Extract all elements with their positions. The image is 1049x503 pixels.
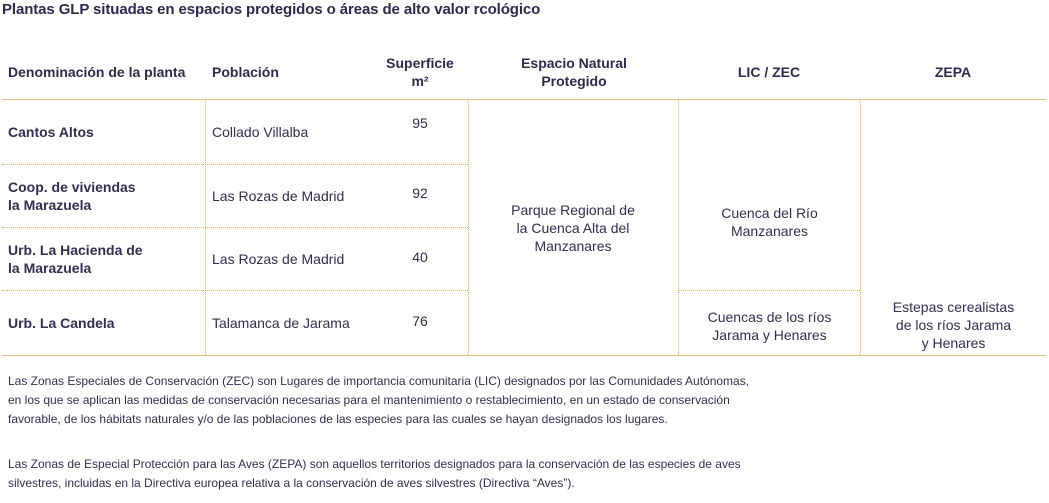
lic-b-line1: Cuencas de los ríos xyxy=(707,309,832,325)
header-denominacion: Denominación de la planta xyxy=(8,64,186,80)
row4-poblacion: Talamanca de Jarama xyxy=(212,315,350,331)
zepa-line2: de los ríos Jarama xyxy=(895,317,1012,333)
header-zepa: ZEPA xyxy=(934,64,972,80)
zepa-note xyxy=(8,455,1038,493)
zec-note xyxy=(8,372,1038,429)
row2-denominacion xyxy=(8,165,204,227)
zepa-line1: Estepas cerealistas xyxy=(892,299,1015,315)
espacio-line2: la Cuenca Alta del xyxy=(516,220,630,236)
espacio-natural-cell xyxy=(469,196,677,260)
header-lic-zec: LIC / ZEC xyxy=(737,64,801,80)
lic-a-line1: Cuenca del Río xyxy=(721,205,818,221)
zec-note-line2: en los que se aplican las medidas de conservación necesarias para el mantenimiento o restablecimiento, en un estado de conservación xyxy=(8,393,730,407)
row2-denominacion-line1: Coop. de viviendas xyxy=(8,179,136,195)
header-poblacion: Población xyxy=(212,64,279,80)
row2-poblacion: Las Rozas de Madrid xyxy=(212,188,345,204)
row4-denominacion: Urb. La Candela xyxy=(8,315,115,331)
lic-cuenca-manzanares-cell xyxy=(679,202,860,242)
row4-superficie: 76 xyxy=(412,313,428,329)
lic-jarama-henares-cell xyxy=(679,306,860,346)
row3-denominacion xyxy=(8,228,204,290)
col-divider-1 xyxy=(205,100,206,355)
espacio-line3: Manzanares xyxy=(534,238,612,254)
header-superficie xyxy=(370,50,470,94)
header-espacio-line1: Espacio Natural xyxy=(521,55,627,71)
header-espacio-line2: Protegido xyxy=(541,73,607,89)
zepa-cell xyxy=(861,296,1046,354)
row2-denominacion-line2: la Marazuela xyxy=(8,197,92,213)
row2-superficie: 92 xyxy=(412,185,428,201)
protected-plants-table xyxy=(2,46,1046,358)
row3-poblacion: Las Rozas de Madrid xyxy=(212,251,345,267)
zepa-line3: y Henares xyxy=(921,335,986,351)
espacio-line1: Parque Regional de xyxy=(511,202,635,218)
header-superficie-line1: Superficie xyxy=(386,55,454,71)
row1-superficie: 95 xyxy=(412,115,428,131)
header-superficie-line2: m² xyxy=(411,73,429,89)
row1-poblacion: Collado Villalba xyxy=(212,124,309,140)
lic-a-line2: Manzanares xyxy=(730,223,809,239)
zec-note-line3: favorable, de los hábitats naturales y/o de las poblaciones de las especies para las cuales se hayan designados los lugares. xyxy=(8,412,668,426)
row1-denominacion: Cantos Altos xyxy=(8,124,94,140)
row3-denominacion-line1: Urb. La Hacienda de xyxy=(8,242,143,258)
page-title: Plantas GLP situadas en espacios protegidos o áreas de alto valor rcológico xyxy=(2,1,541,18)
zec-note-line1: Las Zonas Especiales de Conservación (ZEC) son Lugares de importancia comunitaria (LIC) designados por las Comunidades Autónomas, xyxy=(8,374,750,388)
lic-divider xyxy=(678,290,860,291)
lic-b-line2: Jarama y Henares xyxy=(712,327,827,343)
zepa-note-line1: Las Zonas de Especial Protección para las Aves (ZEPA) son aquellos territorios designados para la conservación de las especies de aves xyxy=(8,457,741,471)
table-bottom-rule xyxy=(2,355,1046,356)
header-espacio-natural xyxy=(470,50,678,94)
row3-superficie: 40 xyxy=(412,249,428,265)
row3-denominacion-line2: la Marazuela xyxy=(8,260,92,276)
zepa-note-line2: silvestres, incluidas en la Directiva europea relativa a la conservación de aves silvestres (Directiva “Aves”). xyxy=(8,476,575,490)
